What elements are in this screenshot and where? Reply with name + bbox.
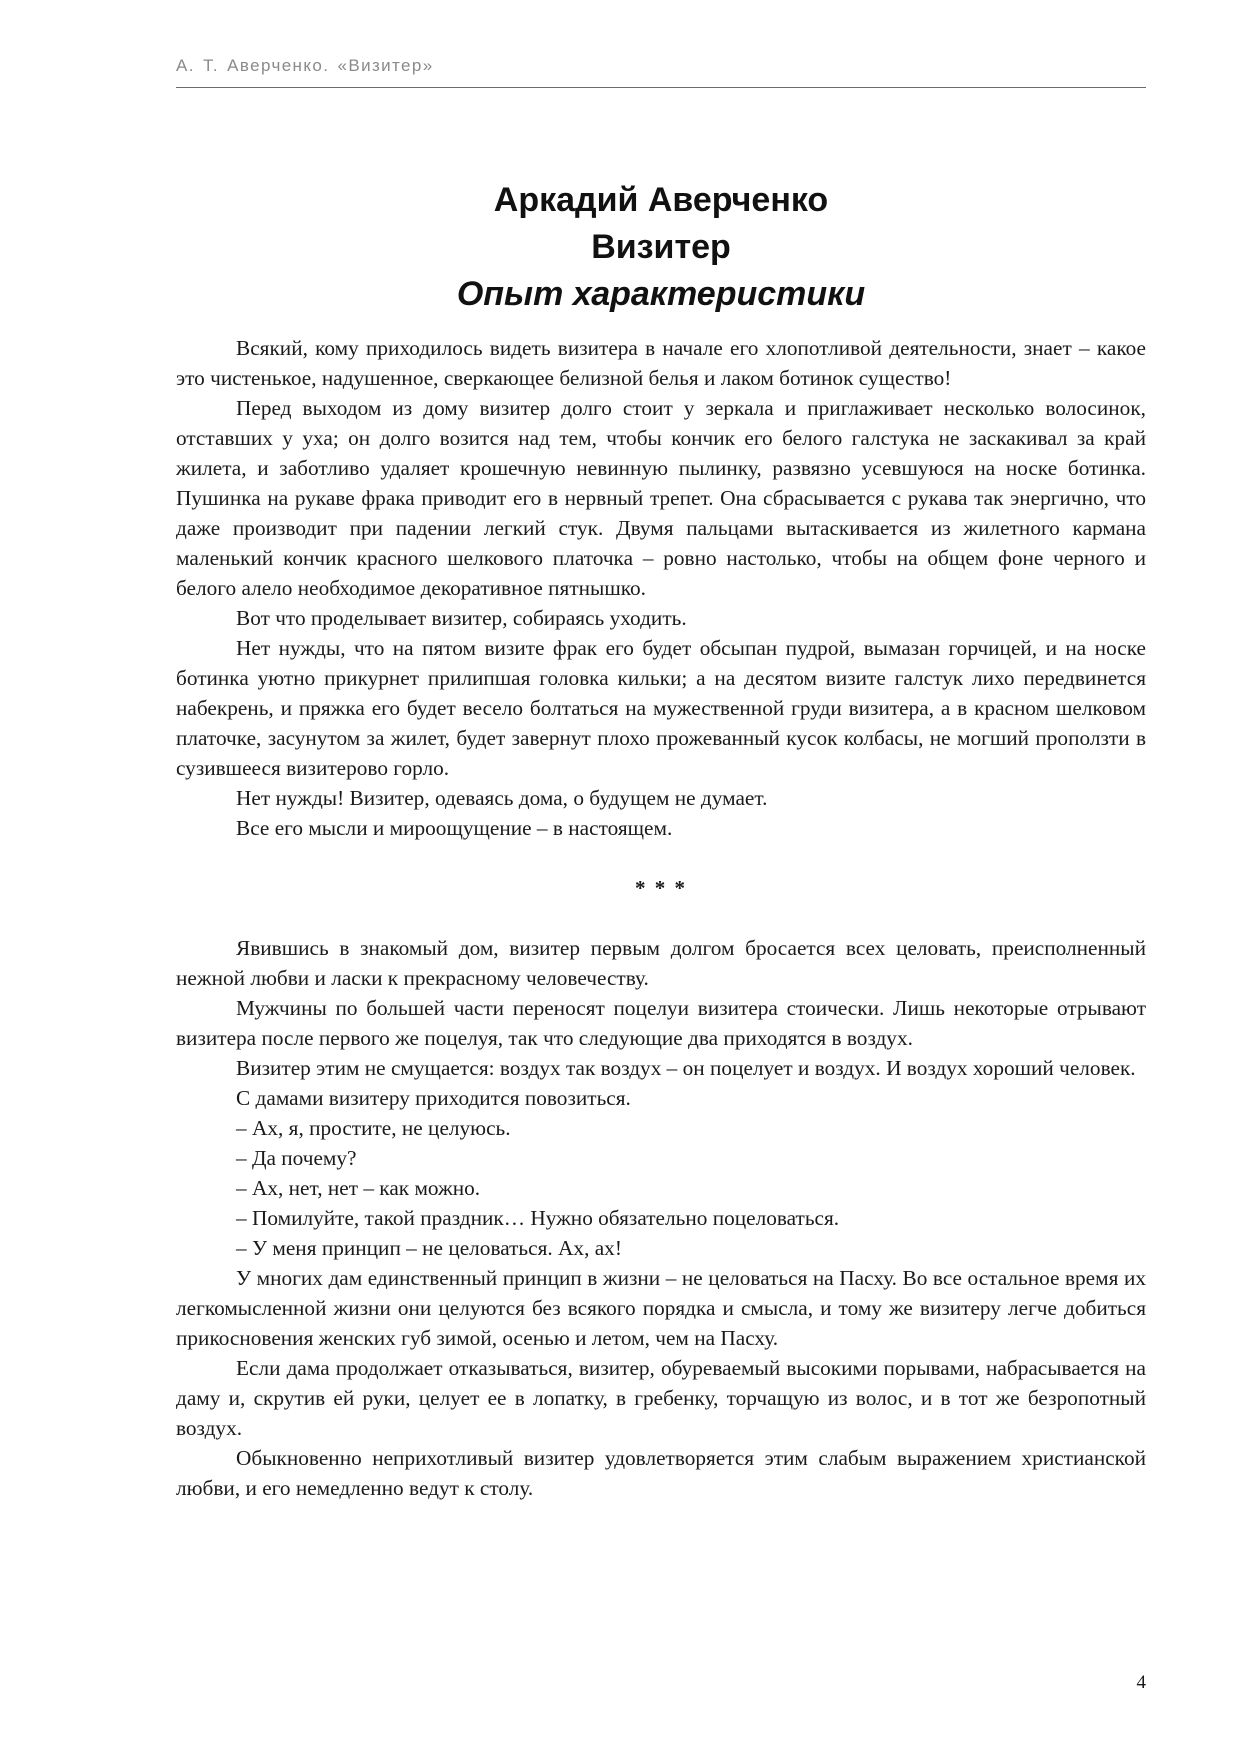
paragraph: Обыкновенно неприхотливый визитер удовлетворяется этим слабым выражением христианской любви, и его немедленно ведут к столу. (176, 1446, 1146, 1500)
paragraph: Визитер этим не смущается: воздух так воздух – он поцелует и воздух. И воздух хороший человек. (236, 1056, 1136, 1080)
dialogue-line: – Да почему? (236, 1146, 357, 1170)
page-number: 4 (1136, 1672, 1146, 1693)
paragraph: Нет нужды, что на пятом визите фрак его будет обсыпан пудрой, вымазан горчицей, и на носке ботинка уютно прикурнет прилипшая головка кильки; а на десятом визите галстук лихо передвинется набекрень, и пряжка его будет весело болтаться на мужественной груди визитера, а в красном шелковом платочке, засунутом за жилет, будет завернут плохо прожеванный кусок колбасы, не могший проползти в сузившееся визитерово горло. (176, 636, 1146, 780)
paragraph: Мужчины по большей части переносят поцелуи визитера стоически. Лишь некоторые отрывают визитера после первого же поцелуя, так что следующие два приходятся в воздух. (176, 996, 1146, 1050)
paragraph: Явившись в знакомый дом, визитер первым долгом бросается всех целовать, преисполненный нежной любви и ласки к прекрасному человечеству. (176, 936, 1146, 990)
work-title: Визитер (591, 228, 731, 266)
dialogue-line: – У меня принцип – не целоваться. Ах, ах! (236, 1236, 622, 1260)
title-block (176, 177, 1146, 318)
paragraph: Перед выходом из дому визитер долго стоит у зеркала и приглаживает несколько волосинок, отставших у уха; он долго возится над тем, чтобы кончик его белого галстука не заскакивал за край жилета, и заботливо удаляет крошечную невинную пылинку, развязно усевшуюся на носке ботинка. Пушинка на рукаве фрака приводит его в нервный трепет. Она сбрасывается с рукава так энергично, что даже производит при падении легкий стук. Двумя пальцами вытаскивается из жилетного кармана маленький кончик красного шелкового платочка – ровно настолько, чтобы на общем фоне черного и белого алело необходимое декоративное пятнышко. (176, 396, 1146, 600)
paragraph: С дамами визитеру приходится повозиться. (236, 1086, 631, 1110)
paragraph: Если дама продолжает отказываться, визитер, обуреваемый высокими порывами, набрасывается на даму и, скрутив ей руки, целует ее в лопатку, в гребенку, торчащую из волос, и в тот же безропотный воздух. (176, 1356, 1146, 1440)
paragraph: Нет нужды! Визитер, одеваясь дома, о будущем не думает. (236, 786, 768, 810)
dialogue-line: – Ах, я, простите, не целуюсь. (236, 1116, 511, 1140)
dialogue-line: – Помилуйте, такой праздник… Нужно обязательно поцеловаться. (236, 1206, 840, 1230)
header-divider (176, 87, 1146, 88)
section-separator: * * * (635, 876, 687, 900)
dialogue-line: – Ах, нет, нет – как можно. (236, 1176, 481, 1200)
paragraph: Вот что проделывает визитер, собираясь уходить. (236, 606, 687, 630)
paragraph: Всякий, кому приходилось видеть визитера в начале его хлопотливой деятельности, знает – какое это чистенькое, надушенное, сверкающее белизной белья и лаком ботинок существо! (176, 336, 1146, 390)
paragraph: У многих дам единственный принцип в жизни – не целоваться на Пасху. Во все остальное время их легкомысленной жизни они целуются без всякого порядка и смысла, и тому же визитеру легче добиться прикосновения женских губ зимой, осенью и летом, чем на Пасху. (176, 1266, 1146, 1350)
running-header: А. Т. Аверченко. «Визитер» (176, 56, 434, 75)
work-subtitle: Опыт характеристики (456, 275, 866, 313)
body-text (176, 333, 1146, 1503)
paragraph: Все его мысли и мироощущение – в настоящем. (236, 816, 673, 840)
author-name: Аркадий Аверченко (493, 181, 829, 219)
